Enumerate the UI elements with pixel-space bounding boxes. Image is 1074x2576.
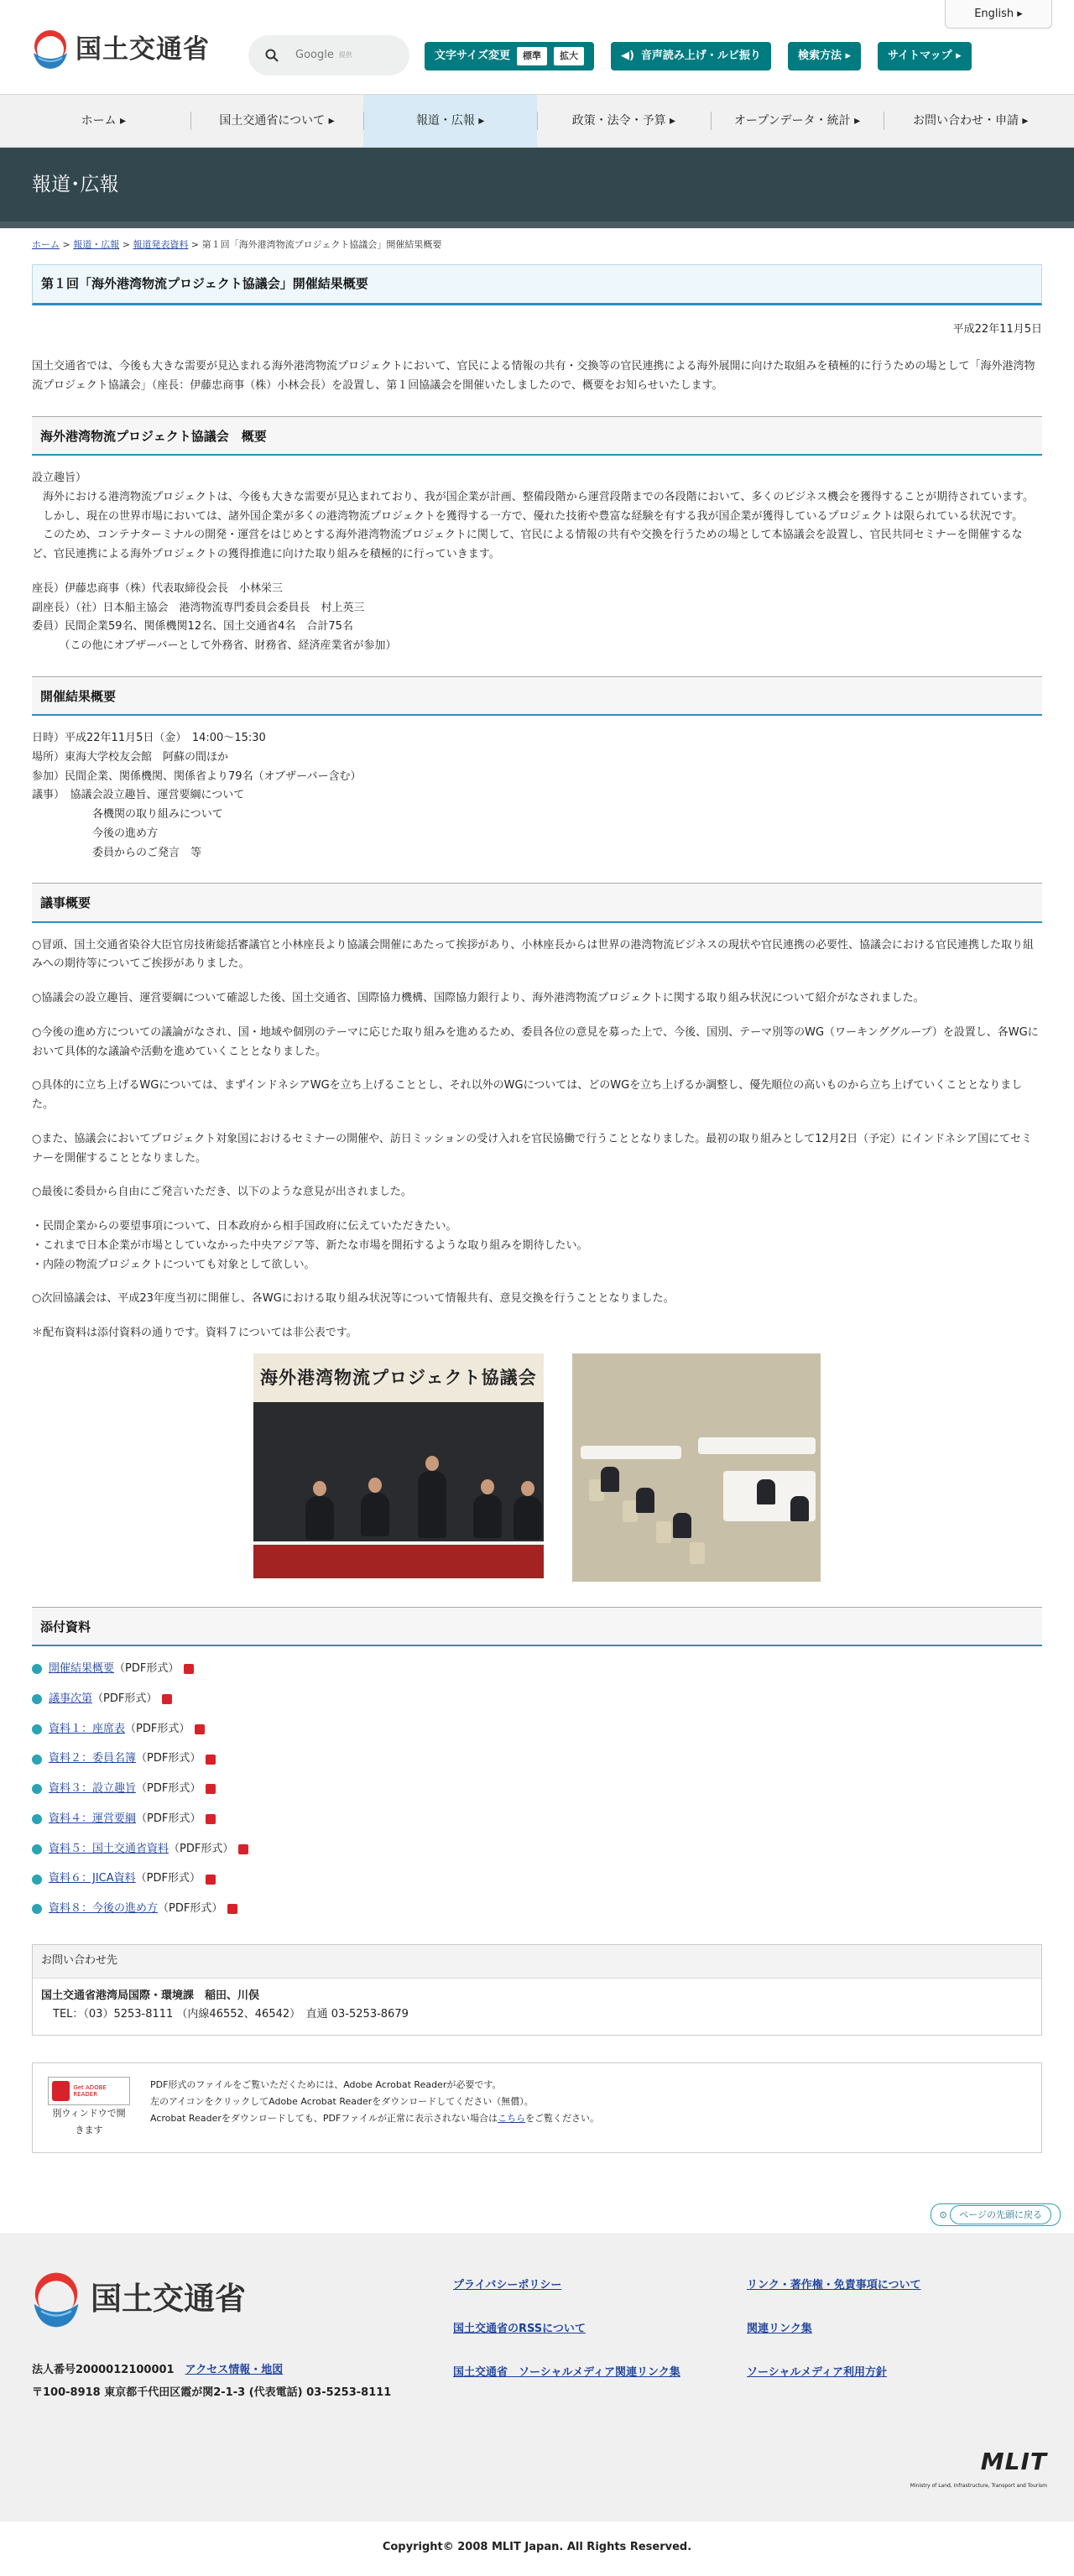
footer-link[interactable]: プライバシーポリシー (453, 2278, 562, 2292)
to-top-button[interactable]: ⊙ ページの先頭に戻る (931, 2203, 1061, 2226)
purpose-text-3: このため、コンテナターミナルの開発・運営をはじめとする海外港湾物流プロジェクトに関して、官民による情報の共有や交換を行うための場として本協議会を設置し、官民共同セミナーを開催するなど、官民連携による海外プロジェクトの獲得推進に向けた取り組みを積極的に行っていきます。 (32, 529, 1023, 561)
agenda-item: 今後の進め方 (92, 827, 159, 840)
attachment-format: （PDF形式） (158, 1902, 223, 1915)
minutes-paragraph: ○冒頭、国土交通省染谷大臣官房技術総括審議官と小林座長より協議会開催にあたって挨拶があり、小林座長からは世界の港湾物流ビジネスの現状や官民連携の必要性、協議会における官民連携した取り組みへの期待等についてご挨拶がありました。 (32, 938, 1034, 971)
acrobat-line: Acrobat Readerをダウンロードしても、PDFファイルが正常に表示されない場合は (150, 2112, 498, 2124)
bullet-icon (32, 1814, 42, 1824)
pdf-icon (162, 1694, 172, 1704)
breadcrumb-current: 第１回「海外港湾物流プロジェクト協議会」開催結果概要 (201, 239, 442, 250)
to-top (13, 2203, 1061, 2226)
corp-number: 法人番号2000012100001 (32, 2363, 175, 2376)
font-size-control (425, 42, 594, 70)
site-search[interactable] (248, 35, 409, 76)
footer-link[interactable]: 国土交通省のRSSについて (453, 2322, 586, 2335)
adobe-badge-text: Get ADOBE READER (73, 2083, 107, 2098)
nav-press-label: 報道・広報 (415, 114, 475, 128)
footer-info (32, 2359, 391, 2405)
attachment-format: （PDF形式） (169, 1842, 234, 1855)
breadcrumb-press[interactable]: 報道・広報 (73, 239, 120, 250)
pdf-icon (184, 1664, 194, 1674)
search-brand: Google (295, 48, 334, 61)
attachment-link[interactable]: 資料３：設立趣旨 (49, 1782, 137, 1795)
nav-home-label: ホーム (81, 114, 117, 128)
font-standard-button[interactable]: 標準 (517, 47, 547, 65)
nav-opendata[interactable]: オープンデータ・統計 ▸ (711, 95, 884, 147)
purpose-text-2: しかし、現在の世界市場においては、諸外国企業が多くの港湾物流プロジェクトを獲得する一方で、優れた技術や豊富な経験を有する我が国企業が獲得しているプロジェクトは限られている状況です。 (32, 509, 1024, 523)
opinion-item: ・民間企業からの要望事項について、日本政府から相手国政府に伝えていただきたい。 (32, 1220, 457, 1233)
acrobat-download[interactable] (48, 2077, 130, 2139)
attachment-link[interactable]: 開催結果概要 (49, 1662, 115, 1675)
attachment-format: （PDF形式） (135, 1872, 201, 1885)
adobe-icon (52, 2081, 70, 2101)
contact-title: お問い合わせ先 (33, 1945, 1041, 1979)
english-link[interactable]: English ▸ (945, 0, 1052, 29)
pdf-icon (238, 1844, 248, 1854)
footer-link[interactable]: 関連リンク集 (747, 2322, 812, 2335)
attachment-link[interactable]: 資料５：国土交通省資料 (49, 1842, 169, 1855)
attachment-link[interactable]: 資料２：委員名簿 (49, 1752, 137, 1765)
english-label: English (974, 8, 1014, 20)
main-content (32, 264, 1042, 2152)
global-nav (0, 94, 1074, 148)
minutes-paragraph: ○今後の進め方についての議論がなされ、国・地域や個別のテーマに応じた取り組みを進めるため、委員各位の意見を募った上で、今後、国別、テーマ別等のWG（ワーキンググループ）を設置し、各WGにおいて具体的な議論や活動を進めていくこととなりました。 (32, 1025, 1039, 1058)
breadcrumb-home[interactable]: ホーム (32, 239, 60, 250)
sitemap-button[interactable]: サイトマップ ▸ (878, 42, 972, 70)
pdf-icon (195, 1724, 205, 1734)
agenda-item: 委員からのご発言 等 (92, 846, 202, 859)
new-window-note: 別ウィンドウで開きます (52, 2108, 126, 2135)
attachment-list (32, 1660, 1042, 1919)
mlit-mark: MLIT (980, 2447, 1047, 2475)
purpose-label: 設立趣旨） (32, 472, 87, 484)
chair-text: 座長）伊藤忠商事（株）代表取締役会長 小林栄三 (32, 581, 284, 595)
attachment-format: （PDF形式） (92, 1692, 158, 1705)
acrobat-line: 左のアイコンをクリックしてAdobe Acrobat Readerをダウンロードしてください（無償）。 (150, 2095, 534, 2107)
purpose-text-1: 海外における港湾物流プロジェクトは、今後も大きな需要が見込まれており、我が国企業が計画、整備段階から運営段階までの各段階において、多くのビジネス機会を獲得することが期待されています。 (32, 490, 1035, 503)
search-method-button[interactable]: 検索方法 ▸ (788, 42, 861, 70)
meeting-datetime: 日時）平成22年11月5日（金） 14:00～15:30 (32, 732, 266, 744)
footer-link[interactable]: ソーシャルメディア利用方針 (747, 2365, 888, 2379)
vice-chair-text: 副座長）（社）日本船主協会 港湾物流専門委員会委員長 村上英三 (32, 601, 365, 614)
attachment-format: （PDF形式） (114, 1662, 180, 1675)
agenda-item: 各機関の取り組みについて (92, 808, 223, 821)
attachment-link[interactable]: 議事次第 (49, 1692, 93, 1705)
acrobat-line: をご覧ください。 (525, 2112, 600, 2124)
footer-link[interactable]: リンク・著作権・免責事項について (747, 2278, 921, 2292)
contact-box (32, 1944, 1042, 2036)
attachment-item (32, 1869, 1042, 1889)
copyright: Copyright© 2008 MLIT Japan. All Rights Reserved. (382, 2540, 692, 2553)
photo-podium (253, 1353, 544, 1578)
photo-meeting-room (572, 1353, 821, 1582)
footer-site-name: 国土交通省 (91, 2281, 246, 2318)
acrobat-line: PDF形式のファイルをご覧いただくためには、Adobe Acrobat Readerが必要です。 (150, 2079, 502, 2090)
members-text: 委員）民間企業59名、関係機関12名、国土交通省4名 合計75名 (32, 620, 353, 634)
attachment-item (32, 1810, 1042, 1829)
search-suffix: 提供 (338, 51, 352, 59)
voice-button[interactable] (611, 42, 771, 70)
mlit-logo-icon (30, 28, 70, 71)
minutes-paragraph: ○最後に委員から自由にご発言いただき、以下のような意見が出されました。 (32, 1186, 412, 1199)
section-title: 報道･広報 (32, 174, 119, 196)
attachment-item (32, 1840, 1042, 1859)
opinion-item: ・これまで日本企業が市場としていなかった中央アジア等、新たな市場を開拓するような取り組みを期待したい。 (32, 1238, 588, 1252)
results-heading: 開催結果概要 (32, 676, 1042, 716)
font-size-label: 文字サイズ変更 (435, 49, 510, 62)
overview-heading: 海外港湾物流プロジェクト協議会 概要 (32, 416, 1042, 456)
mlit-logo-icon (32, 2270, 81, 2330)
site-logo[interactable] (30, 27, 210, 72)
voice-label: 音声読み上げ・ルビ振り (640, 49, 761, 62)
bullet-icon (32, 1664, 42, 1674)
opinion-item: ・内陸の物流プロジェクトについても対象として欲しい。 (32, 1258, 315, 1271)
minutes-paragraph: ○次回協議会は、平成23年度当初に開催し、各WGにおける取り組み状況等について情報共有、意見交換を行うこととなりました。 (32, 1292, 675, 1306)
attachments-heading: 添付資料 (32, 1607, 1042, 1646)
breadcrumb-releases[interactable]: 報道発表資料 (133, 239, 189, 250)
font-large-button[interactable]: 拡大 (554, 47, 584, 65)
nav-contact[interactable]: お問い合わせ・申請 ▸ (884, 95, 1057, 147)
site-header (0, 0, 1074, 94)
photo-banner: 海外港湾物流プロジェクト協議会 (253, 1353, 544, 1402)
attachment-format: （PDF形式） (136, 1812, 201, 1825)
breadcrumb: ホーム > 報道・広報 > 報道発表資料 > 第１回「海外港湾物流プロジェクト協議会」開催結果概要 (32, 239, 442, 250)
access-link[interactable]: アクセス情報・地図 (185, 2363, 284, 2376)
attachment-item (32, 1690, 1042, 1709)
release-date: 平成22年11月5日 (952, 322, 1042, 336)
nav-press[interactable]: 報道・広報 ▸ (363, 95, 537, 147)
attachment-item (32, 1720, 1042, 1739)
bullet-icon (32, 1844, 42, 1854)
mlit-wordmark (910, 2441, 1047, 2491)
adobe-reader-badge (48, 2077, 130, 2105)
footer-address: 〒100-8918 東京都千代田区霞が関2-1-3 (代表電話) 03-5253-8111 (32, 2386, 392, 2400)
pdf-icon (206, 1755, 216, 1765)
search-method-label: 検索方法 (797, 49, 842, 62)
pdf-icon (206, 1875, 216, 1885)
footer-link[interactable]: 国土交通省 ソーシャルメディア関連リンク集 (453, 2365, 680, 2379)
contact-tel: TEL：（03）5253-8111 （内線46552、46542） 直通 03-5253-8679 (53, 2008, 409, 2021)
bullet-icon (32, 1904, 42, 1914)
acrobat-box (32, 2062, 1042, 2153)
bullet-icon (32, 1694, 42, 1704)
minutes-paragraph: ○また、協議会においてプロジェクト対象国におけるセミナーの開催や、訪日ミッションの受け入れを官民協働で行うこととなりました。最初の取り組みとして12月2日（予定）にインドネシア国にてセミナーを開催することとなりました。 (32, 1132, 1032, 1165)
observers-text: （この他にオブザーバーとして外務省、財務省、経済産業省が参加） (32, 639, 397, 652)
nav-policy[interactable]: 政策・法令・予算 ▸ (537, 95, 711, 147)
attachment-format: （PDF形式） (125, 1722, 190, 1735)
minutes-heading: 議事概要 (32, 883, 1042, 922)
to-top-label: ページの先頭に戻る (950, 2205, 1051, 2224)
agenda-item: 議事） 協議会設立趣旨、運営要綱について (32, 789, 245, 802)
bullet-icon (32, 1875, 42, 1885)
bullet-icon (32, 1755, 42, 1765)
attachment-format: （PDF形式） (136, 1752, 201, 1765)
pdf-icon (206, 1784, 216, 1794)
intro-text: 国土交通省では、今後も大きな需要が見込まれる海外港湾物流プロジェクトにおいて、官民による情報の共有・交換等の官民連携による海外展開に向けた取組みを積極的に行うための場として「海外港湾物流プロジェクト協議会」（座長：伊藤忠商事（株）小林会長）を設置し、第１回協議会を開催いたしましたので、概要をお知らせいたします。 (32, 360, 1035, 392)
nav-opendata-label: オープンデータ・統計 (733, 114, 851, 128)
nav-policy-label: 政策・法令・予算 (571, 114, 666, 128)
section-band (0, 148, 1074, 228)
attachment-link[interactable]: 資料４：運営要綱 (49, 1812, 137, 1825)
sitemap-label: サイトマップ (888, 49, 952, 62)
page-title: 第１回「海外港湾物流プロジェクト協議会」開催結果概要 (32, 264, 1042, 305)
site-footer (0, 2233, 1074, 2521)
attachment-format: （PDF形式） (136, 1782, 201, 1795)
speaker-icon: ◀) (620, 49, 634, 62)
nav-home[interactable]: ホーム ▸ (81, 114, 127, 128)
attachment-link[interactable]: 資料６：JICA資料 (49, 1872, 136, 1885)
attachment-item (32, 1660, 1042, 1679)
minutes-paragraph: ○協議会の設立趣旨、運営要綱について確認した後、国土交通省、国際協力機構、国際協力銀行より、海外港湾物流プロジェクトに関する取り組み状況について紹介がなされました。 (32, 992, 925, 1004)
bullet-icon (32, 1784, 42, 1794)
attachment-item (32, 1749, 1042, 1769)
header-tools (425, 42, 972, 70)
attachment-item (32, 1900, 1042, 1919)
contact-dept: 国土交通省港湾局国際・環境課 稲田、川俣 (41, 1989, 260, 2002)
handout-note: ＊配布資料は添付資料の通りです。資料７については非公表です。 (32, 1327, 357, 1339)
footer-logo[interactable] (32, 2270, 246, 2330)
site-name: 国土交通省 (76, 34, 210, 65)
footer-links (453, 2276, 1040, 2407)
meeting-photos (32, 1353, 1042, 1582)
meeting-attendees: 参加）民間企業、関係機関、関係省より79名（オブザーバー含む） (32, 769, 362, 783)
attachment-link[interactable]: 資料１：座席表 (49, 1722, 126, 1735)
meeting-place: 場所）東海大学校友会館 阿蘇の間ほか (32, 750, 229, 764)
search-icon (265, 49, 279, 62)
bullet-icon (32, 1724, 42, 1734)
nav-contact-label: お問い合わせ・申請 (912, 114, 1019, 128)
nav-about[interactable]: 国土交通省について ▸ (190, 95, 364, 147)
pdf-icon (206, 1814, 216, 1824)
attachment-item (32, 1780, 1042, 1799)
nav-about-label: 国土交通省について (219, 114, 326, 128)
minutes-paragraph: ○具体的に立ち上げるWGについては、まずインドネシアWGを立ち上げることとし、それ以外のWGについては、どのWGを立ち上げるか調整し、優先順位の高いものから立ち上げていくこととなりました。 (32, 1079, 1023, 1111)
attachment-link[interactable]: 資料８：今後の進め方 (49, 1902, 159, 1915)
acrobat-help-link[interactable]: こちら (498, 2112, 526, 2124)
pdf-icon (227, 1904, 237, 1914)
mlit-subtitle: Ministry of Land, Infrastructure, Transport and Tourism (910, 2482, 1047, 2489)
